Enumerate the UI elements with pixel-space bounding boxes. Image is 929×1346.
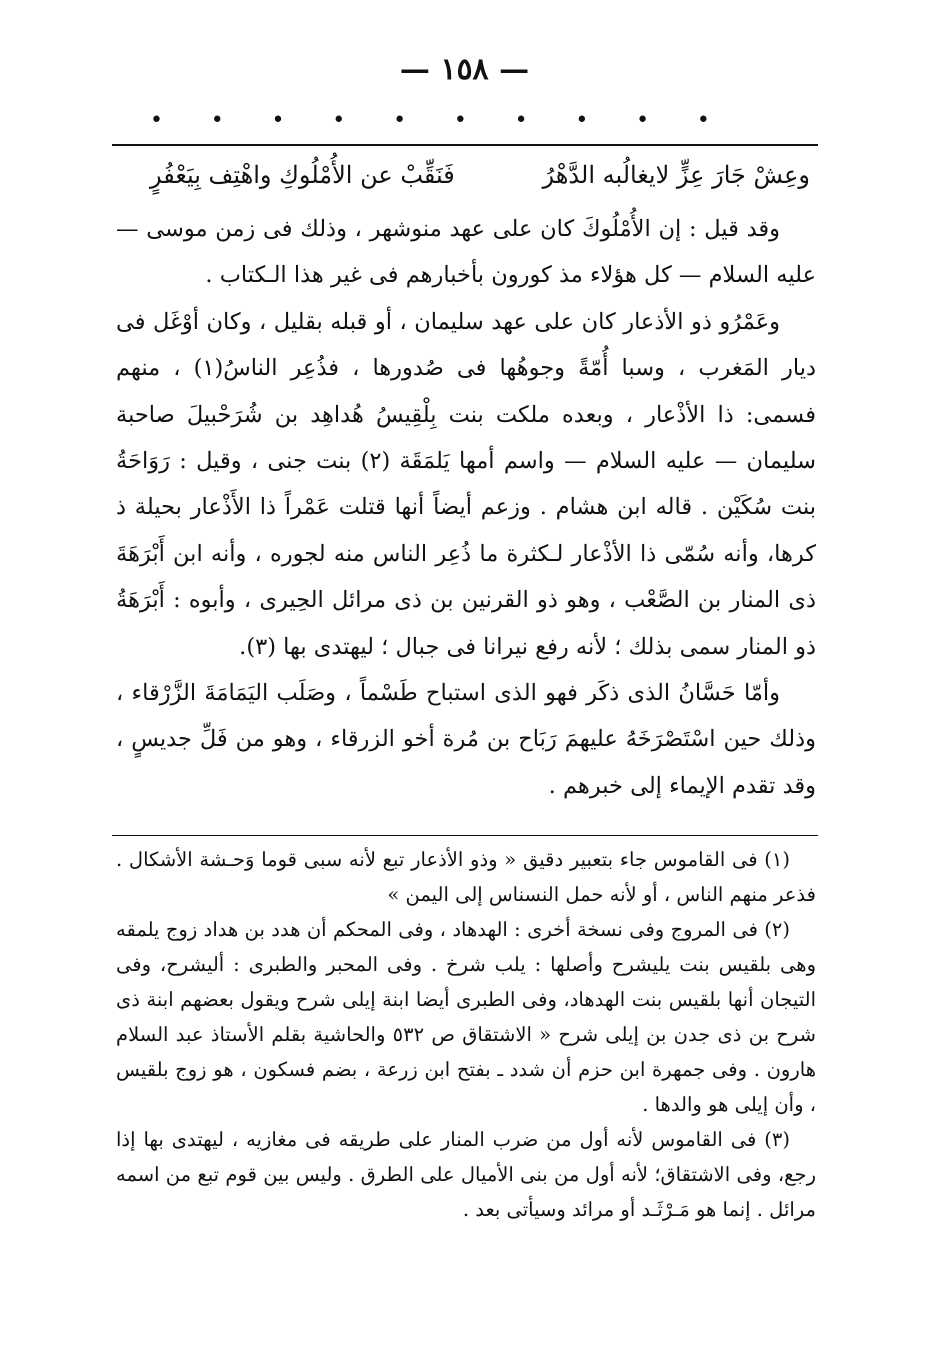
main-text [116, 206, 816, 809]
poetry-verse [150, 152, 810, 198]
footnotes [116, 842, 816, 1227]
body-paragraph: وعَمْرُو ذو الأذعار كان على عهد سليمان ، أو قبله بقليل ، وكان أوْغَل فى ديار المَغرب ، وسبا أُمّةً وجوهُها فى صُدورها ، فذُعِر الناسُ(١) ، منهم فسمى: ذا الأذْعار ، وبعده ملكت بنت بِلْقِيسُ هُداهِد بن شُرَحْبيلَ صاحبة سليمان — عليه السلام — واسم أمها يَلمَقَة (٢) بنت جنى ، وقيل : رَوَاحَةُ بنت سُكَيْن . قاله ابن هشام . وزعم أيضاً أنها قتلت عَمْراً ذا الأَذْعار بحيلة ذ كرها، وأنه سُمّى ذا الأذْعار لـكثرة ما ذُعِر الناس منه لجوره ، وأنه ابن أَبْرَهَةَ ذى المنار بن الصَّعْب ، وهو ذو القرنين بن ذى مرائل الحِيرى ، وأبوه : أَبْرَهَةُ ذو المنار سمى بذلك ؛ لأنه رفع نيرانا فى جبال ؛ ليهتدى بها (٣). [116, 308, 817, 660]
ornament-dot: • [453, 108, 467, 133]
page-number: — ١٥٨ — [399, 52, 530, 87]
verse-first-hemistich: فَنَقِّبْ عن الأُمْلُوكِ واهْتِف بِيَعْفُرٍ [150, 161, 455, 189]
body-paragraph: وأمّا حَسَّانُ الذى ذكَر فهو الذى استباح طَسْماً ، وصَلَب اليَمَامَةَ الزَّرْقاء ، وذلك حين اسْتَصْرَخَهُ عليهمَ رَبَاح بن مُرة أخو الزرقاء ، وهو من فَلِّ جديسٍ ، وقد تقدم الإيماء إلى خبرهم . [116, 680, 816, 799]
ornament-dot: • [393, 108, 407, 133]
verse-second-hemistich: وعِشْ جَارَ عِزٍّ لايغالُبه الدَّهْرُ [542, 161, 810, 189]
ornament-dot: • [150, 108, 163, 133]
footnote-2: (٢) فى المروج وفى نسخة أخرى : الهدهاد ، وفى المحكم أن هدد بن هداد زوج يلمقه وهى بلقيس بنت يليشرح وأصلها : يلب شرخ . وفى المحبر والطبرى : أليشرح، وفى التيجان أنها بلقيس بنت الهدهاد، وفى الطبرى أيضا ابنة إيلى شرح ويقول بعضهم ابنة ذى شرح بن ذى جدن بن إيلى شرح « الاشتقاق ص ٥٣٢ والحاشية بقلم الأستاذ عبد السلام هارون . وفى جمهرة ابن حزم أن شدد ـ بفتح ابن زرعة ، بضم فسكون ، هو زوج بلقيس ، وأن إيلى هو والدها . [116, 918, 816, 1116]
ornament-dot: • [514, 108, 528, 133]
ornament-dots [150, 108, 710, 133]
ornament-dot: • [332, 108, 346, 133]
footnote-1: (١) فى القاموس جاء بتعبير دقيق « وذو الأذعار تبع لأنه سبى قوما وَحـشة الأشكال . فذعر منهم الناس ، أو لأنه حمل النسناس إلى اليمن » [116, 848, 816, 906]
footnote-rule [112, 835, 818, 836]
body-paragraph: وقد قيل : إن الأُمْلُوكَ كان على عهد منوشهر ، وذلك فى زمن موسى — عليه السلام — كل هؤلاء مذ كورون بأخبارهم فى غير هذا الـكتاب . [116, 216, 816, 289]
header-rule [112, 144, 818, 146]
ornament-dot: • [575, 108, 589, 133]
footnote-3: (٣) فى القاموس لأنه أول من ضرب المنار على طريقه فى مغازيه ، ليهتدى بها إذا رجع، وفى الاشتقاق؛ لأنه أول من بنى الأميال على الطرق . وليس بين قوم تبع من اسمه مرائل . إنما هو مَـرْثَـد أو مرائد وسيأتى بعد . [116, 1128, 816, 1221]
ornament-dot: • [696, 108, 710, 133]
ornament-dot: • [636, 108, 650, 133]
ornament-dot: • [210, 108, 224, 133]
ornament-dot: • [271, 108, 285, 133]
